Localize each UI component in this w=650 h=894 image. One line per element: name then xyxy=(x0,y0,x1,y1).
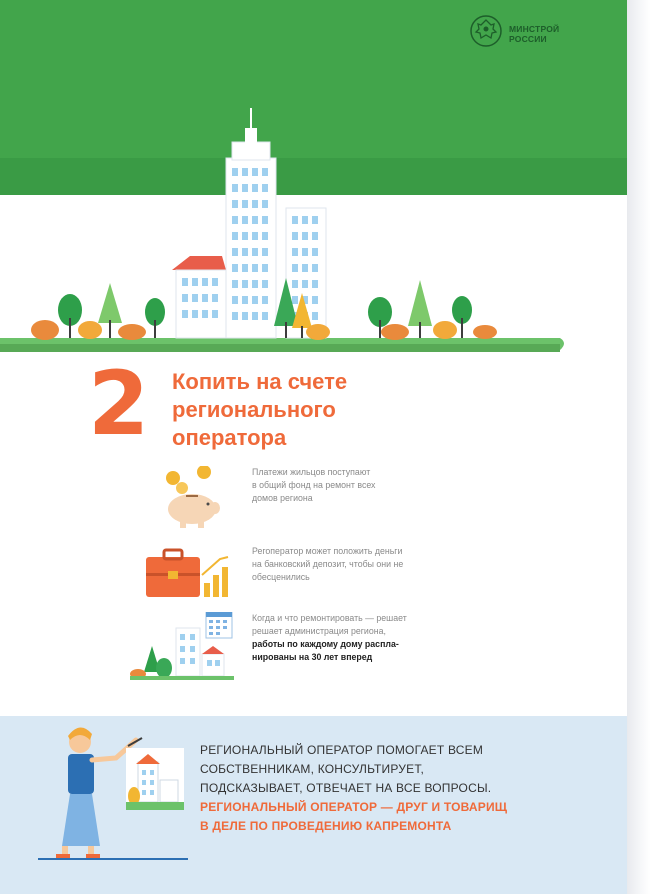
step-text xyxy=(252,612,502,664)
step-line: Регоператор может положить деньги xyxy=(252,546,403,556)
logo-line-1: МИНСТРОЙ xyxy=(509,24,560,34)
ministry-logo xyxy=(469,12,609,52)
ground-shadow xyxy=(0,344,560,352)
step-item xyxy=(130,545,590,615)
step-line: в общий фонд на ремонт всех xyxy=(252,480,376,490)
step-line: обесценились xyxy=(252,572,310,582)
section-title-line-2: регионального xyxy=(172,397,336,422)
step-text xyxy=(252,545,502,584)
page-edge xyxy=(627,0,650,894)
bottom-line: СОБСТВЕННИКАМ, КОНСУЛЬТИРУЕТ, xyxy=(200,762,425,776)
presenter-icon xyxy=(38,718,188,868)
bottom-accent-line: РЕГИОНАЛЬНЫЙ ОПЕРАТОР — ДРУГ И ТОВАРИЩ xyxy=(200,800,508,814)
briefcase-growth-icon xyxy=(130,545,240,615)
trees-right xyxy=(368,280,497,340)
step-line: Платежи жильцов поступают xyxy=(252,467,371,477)
emblem-icon xyxy=(469,14,503,48)
city-skyline-illustration xyxy=(0,98,627,358)
bottom-accent-line: В ДЕЛЕ ПО ПРОВЕДЕНИЮ КАПРЕМОНТА xyxy=(200,819,452,833)
step-line: Когда и что ремонтировать — решает xyxy=(252,613,407,623)
step-line-bold: работы по каждому дому распла- xyxy=(252,639,399,649)
section-title xyxy=(172,368,412,452)
step-line: на банковский депозит, чтобы они не xyxy=(252,559,404,569)
logo-line-2: РОССИИ xyxy=(509,34,547,44)
section-title-line-3: оператора xyxy=(172,425,287,450)
step-item xyxy=(130,466,590,536)
bottom-text xyxy=(200,741,600,836)
piggy-bank-icon xyxy=(130,466,240,536)
section-title-line-1: Копить на счете xyxy=(172,369,348,394)
trees-left xyxy=(31,283,165,340)
step-line: домов региона xyxy=(252,493,313,503)
bottom-line: РЕГИОНАЛЬНЫЙ ОПЕРАТОР ПОМОГАЕТ ВСЕМ xyxy=(200,743,484,757)
step-item xyxy=(130,612,590,682)
step-line-bold: нированы на 30 лет вперед xyxy=(252,652,373,662)
houses-calendar-icon xyxy=(130,612,240,682)
step-text xyxy=(252,466,502,505)
left-building xyxy=(172,256,226,338)
tower-building xyxy=(226,108,276,338)
bottom-line: ПОДСКАЗЫВАЕТ, ОТВЕЧАЕТ НА ВСЕ ВОПРОСЫ. xyxy=(200,781,492,795)
step-line: решает администрация региона, xyxy=(252,626,386,636)
section-number: 2 xyxy=(88,352,150,455)
